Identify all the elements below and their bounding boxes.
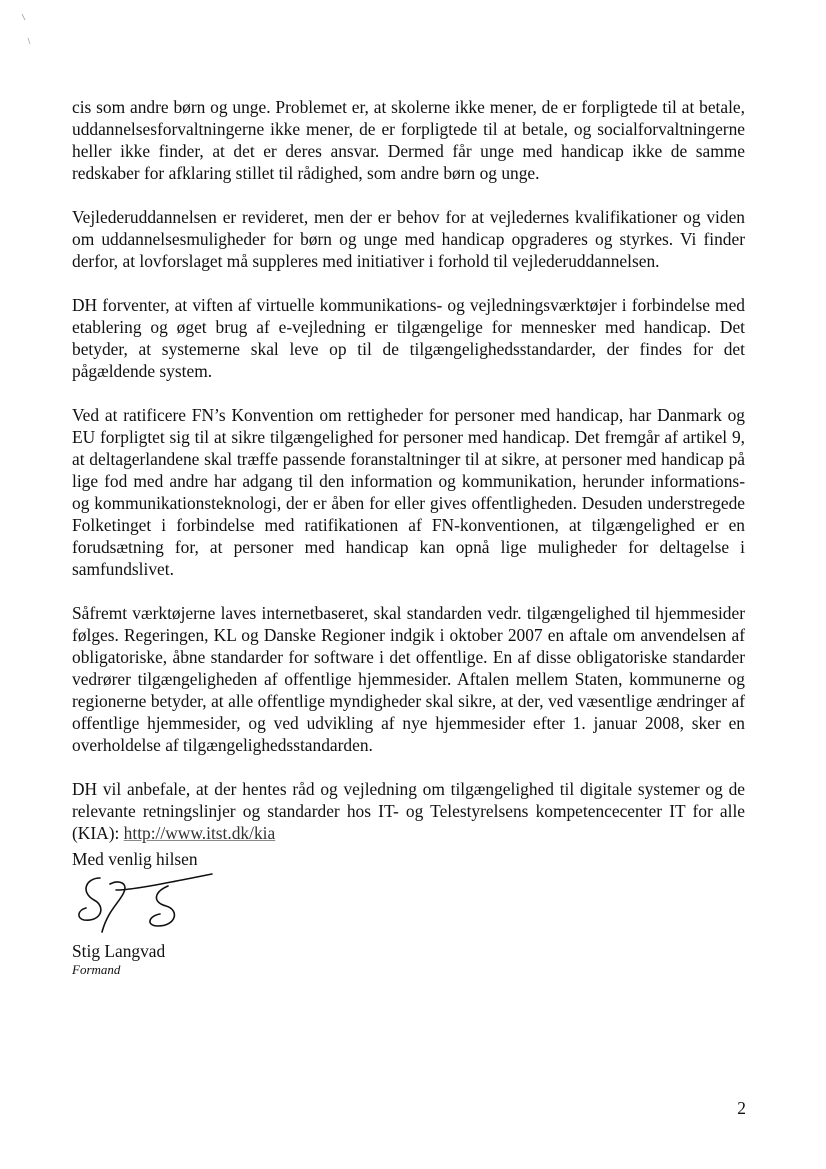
paragraph-counselor-training: Vejlederuddannelsen er revideret, men der er behov for at vejledernes kvalifikationer og viden om uddannelsesmuligheder for børn og unge med handicap opgraderes og styrkes. Vi finder derfor, at lovforslaget må suppleres med initiativer i forhold til vejlederuddannelsen.	[72, 207, 745, 271]
paragraph-web-standards: Såfremt værktøjerne laves internetbaseret, skal standarden vedr. tilgængelighed til hjemmesider følges. Regeringen, KL og Danske Regioner indgik i oktober 2007 en aftale om anvendelsen af obligatoriske, åbne standarder for software i det offentlige. En af disse obligatoriske standarder vedrører tilgængeligheden af offentlige hjemmesider. Aftalen mellem Staten, kommunerne og regionerne betyder, at alle offentlige myndigheder skal sikre, at der, ved væsentlige ændringer af offentlige hjemmesider, og ved udvikling af nye hjemmesider efter 1. januar 2008, sker en overholdelse af tilgængelighedsstandarden.	[72, 603, 745, 755]
letter-body	[72, 96, 745, 866]
paragraph-un-convention: Ved at ratificere FN’s Konvention om rettigheder for personer med handicap, har Danmark og EU forpligtet sig til at sikre tilgængelighed for personer med handicap. Det fremgår af artikel 9, at deltagerlandene skal træffe passende foranstaltninger til at sikre, at personer med handicap på lige fod med andre har adgang til den information og kommunikation, herunder informations- og kommunikationsteknologi, der er åben for eller gives offentligheden. Desuden understregede Folketinget i forbindelse med ratifikationen af FN-konventionen, at tilgængelighed er en forudsætning for, at personer med handicap kan opnå lige muligheder for deltagelse i samfundslivet.	[72, 405, 745, 579]
paragraph-recommendation	[72, 778, 745, 844]
handwritten-signature	[72, 870, 222, 945]
scan-artifact-marks	[18, 8, 38, 48]
signer-name: Stig Langvad	[72, 941, 166, 961]
paragraph-funding: cis som andre børn og unge. Problemet er, at skolerne ikke mener, de er forpligtede til at betale, uddannelsesforvaltningerne ikke mener, de er forpligtede til at betale, og socialforvaltningerne heller ikke finder, at det er deres ansvar. Dermed får unge med handicap ikke de samme redskaber for afklaring stillet til rådighed, som andre børn og unge.	[72, 97, 745, 183]
page-number: 2	[737, 1098, 746, 1118]
kia-link[interactable]: http://www.itst.dk/kia	[123, 823, 276, 843]
paragraph-e-guidance-accessibility: DH forventer, at viften af virtuelle kommunikations- og vejledningsværktøjer i forbindelse med etablering og øget brug af e-vejledning er tilgængelige for mennesker med handicap. Det betyder, at systemerne skal leve op til de tilgængelighedsstandarder, der findes for det pågældende system.	[72, 295, 745, 381]
signer-title: Formand	[72, 962, 121, 977]
closing-salutation: Med venlig hilsen	[72, 849, 198, 869]
recommendation-text: DH vil anbefale, at der hentes råd og vejledning om tilgængelighed til digitale systemer og de relevante retningslinjer og standarder hos IT- og Telestyrelsens kompetencecenter IT for alle (KIA):	[72, 779, 745, 843]
